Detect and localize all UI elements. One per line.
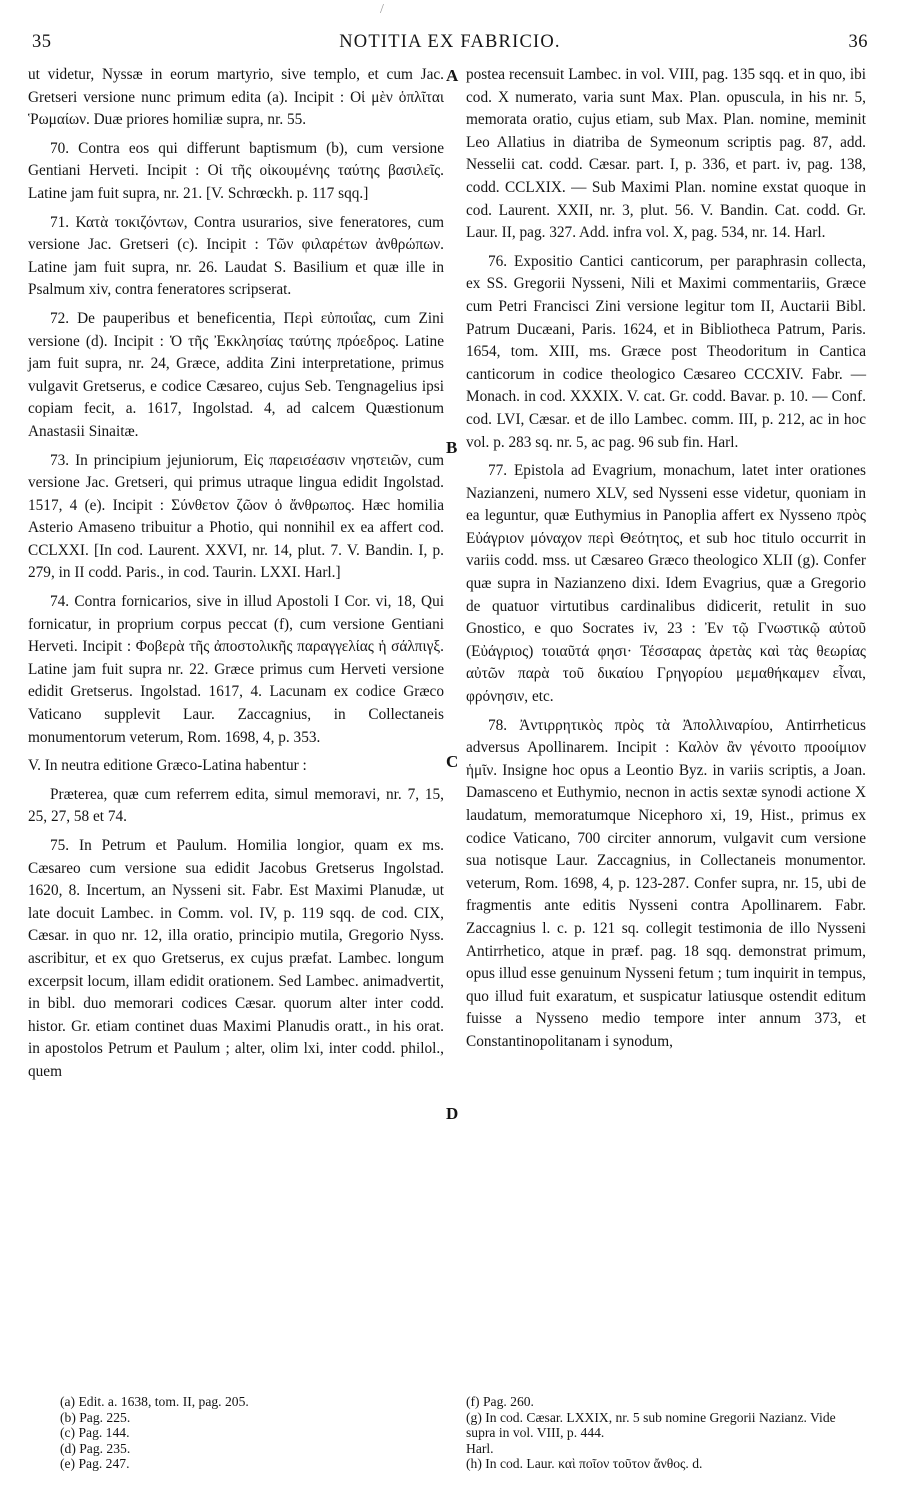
left-paragraph: 70. Contra eos qui differunt baptismum (b), cum versione Gentiani Herveti. Incipit : Οἱ τῆς οἰκουμένης ταύτης βασιλεῖς. Latine jam fuit supra, nr. 21. [V. Schrœckh. p. 117 sqq.] <box>28 139 444 202</box>
page-number-left: 35 <box>32 32 52 52</box>
right-column <box>466 64 866 1054</box>
stray-pencil-mark: / <box>380 2 384 17</box>
right-paragraph: postea recensuit Lambec. in vol. VIII, pag. 135 sqq. et in quo, ibi cod. X numerato, varia sunt Max. Plan. opuscula, in his nr. 5, memorata oratio, cujus etiam, sub Max. Plan. nomine, meminit Leo Allatius in diatriba de Symeonum scriptis pag. 87, add. Nesselii cat. codd. Cæsar. part. I, p. 336, et part. iv, pag. 138, codd. CCLXIX. — Sub Maximi Plan. nomine exstat quoque in cod. Laurent. XXII, nr. 3, plut. 56. V. Bandin. Cat. codd. Gr. Laur. II, pag. 327. Add. infra vol. X, pag. 534, nr. 14. Harl. <box>466 66 866 242</box>
footnote: (c) Pag. 144. <box>60 1425 130 1440</box>
footnotes-right <box>466 1394 866 1472</box>
footnote: (h) In cod. Laur. καὶ ποῖον τοῦτον ἄνθος. d. <box>466 1456 703 1471</box>
footnote: (g) In cod. Cæsar. LXXIX, nr. 5 sub nomine Gregorii Nazianz. Vide supra in vol. VIII, p. 444. <box>466 1409 836 1440</box>
footnotes-left <box>60 1394 420 1472</box>
running-header <box>32 32 868 56</box>
right-paragraph: 77. Epistola ad Evagrium, monachum, latet inter orationes Nazianzeni, numero XLV, sed Nysseni esse videtur, quoniam in ea leguntur, quæ Euthymius in Panoplia affert ex Nysseno πρὸς Εὐάγριον μόναχον περὶ Θεότητος, et sub hoc titulo occurrit in variis codd. mss. ut Cæsareo Græco theologico XLII (g). Confer quæ supra in Nazianzeno dixi. Idem Evagrius, quæ a Gregorio de quatuor virtutibus cardinalibus didicerit, retulit in suo Gnostico, e quo Socrates iv, 23 : Ἐν τῷ Γνωστικῷ αὐτοῦ (Εὐάγριος) τοιαῦτά φησι· Τέσσαρας ἀρετὰς καὶ τὰς θεωρίας αὐτῶν παρὰ τοῦ δικαίου Γρηγορίου μεμαθήκαμεν εἶναι, φρόνησιν, etc. <box>466 462 866 706</box>
footnote: (e) Pag. 247. <box>60 1456 130 1471</box>
right-paragraph: 78. Ἀντιρρητικὸς πρὸς τὰ Ἀπολλιναρίου, Antirrheticus adversus Apollinarem. Incipit : Καλὸν ἂν γένοιτο προοίμιον ἡμῖν. Insigne hoc opus a Leontio Byz. in variis scriptis, a Joan. Damasceno et Euthymio, necnon in actis sextæ synodi actione X laudatum, memoratumque Nicephoro xi, 19, Hist., primus ex codice Vaticano, 700 circiter annorum, vulgavit cum versione sua notisque Laur. Zaccagnius, in Collectaneis monumentor. veterum, Rom. 1698, 4, p. 123-287. Confer supra, nr. 15, ubi de fragmentis ante editis Nysseni contra Apollinarem. Fabr. Zaccagnius l. c. p. 121 sq. collegit testimonia de illo Nysseni Antirrhetico, atque in præf. pag. 18 sqq. demonstrat primum, opus illud esse genuinum Nysseni fetum ; tum inquirit in tempus, quo illud fuit exaratum, et suspicatur latiusque ostendit editum fuisse a Nysseno medio tempore inter annum 373, et Constantinopolitanam i synodum, <box>466 716 866 1050</box>
left-paragraph: 72. De pauperibus et beneficentia, Περὶ εὐποιΐας, cum Zini versione (d). Incipit : Ὁ τῆς Ἐκκλησίας ταύτης πρόεδρος. Latine jam fuit supra, nr. 24, Græce, addita Zini interpretatione, primus vulgavit Gretserus, e codice Cæsareo, cujus Seb. Tengnagelius ipsi copiam fecit, a. 1617, Ingolstad. 4, ad calcem Quæstionum Anastasii Sinaitæ. <box>28 309 444 440</box>
left-paragraph: 71. Κατὰ τοκιζόντων, Contra usurarios, sive feneratores, cum versione Jac. Gretseri (c). Incipit : Τῶν φιλαρέτων ἀνθρώπων. Latine jam fuit supra, nr. 26. Laudat S. Basilium et quæ ille in Psalmum xiv, contra feneratores scripserat. <box>28 213 444 299</box>
margin-marker-d: D <box>446 1104 459 1123</box>
margin-marker-a: A <box>446 66 459 85</box>
page-number-right: 36 <box>848 32 868 52</box>
margin-marker-b: B <box>446 438 458 457</box>
right-paragraph: 76. Expositio Cantici canticorum, per paraphrasin collecta, ex SS. Gregorii Nysseni, Nili et Maximi commentariis, Græce cum Petri Francisci Zini versione legitur tom II, Auctarii Bibl. Patrum Ducæani, Paris. 1624, et in Bibliotheca Patrum, Paris. 1654, tom. XIII, ms. Græce post Theodoritum in Cantica canticorum in codice theologico Cæsareo CCCXIV. Fabr. — Monach. in cod. XXXIX. V. cat. Gr. codd. Bavar. p. 10. — Conf. cod. LVI, Cæsar. et de illo Lambec. comm. III, p. 212, ac in hoc vol. p. 283 sq. nr. 5, ac pag. 96 sub fin. Harl. <box>466 252 866 451</box>
footnote: (a) Edit. a. 1638, tom. II, pag. 205. <box>60 1394 249 1409</box>
section-heading: V. In neutra editione Græco-Latina habentur : <box>28 757 307 775</box>
footnote: (d) Pag. 235. <box>60 1440 131 1456</box>
left-paragraph: 73. In principium jejuniorum, Εἰς παρεισέασιν νηστειῶν, cum versione Jac. Gretseri, qui primus utraque lingua edidit Ingolstad. 1517, 4 (e). Incipit : Σύνθετον ζῶον ὁ ἄνθρωπος. Hæc homilia Asterio Amaseno tribuitur a Photio, qui nonnihil ex ea affert cod. CCLXXI. [In cod. Laurent. XXVI, nr. 14, plut. 7. V. Bandin. I, p. 279, in II codd. Paris., in cod. Taurin. LXXI. Harl.] <box>28 451 444 582</box>
left-paragraph: 75. In Petrum et Paulum. Homilia longior, quam ex ms. Cæsareo cum versione sua edidit Jacobus Gretserus Ingolstad. 1620, 8. Incertum, an Nysseni sit. Fabr. Est Maximi Planudæ, ut late docuit Lambec. in Comm. vol. IV, p. 119 sqq. de cod. CIX, Cæsar. in quo nr. 12, illa oratio, principio mutila, Gregorio Nyss. ascribitur, et ex quo Gretserus, ex cujus præfat. Lambec. longum excerpsit locum, illam edidit orationem. Sed Lambec. animadvertit, in bibl. duo memorari codices Cæsar. quorum alter inter codd. histor. Gr. etiam continet duas Maximi Planudis oratt., in his orat. in apostolos Petrum et Paulum ; alter, olim lxi, inter codd. philol., quem <box>28 837 444 1080</box>
left-paragraph: ut videtur, Nyssæ in eorum martyrio, sive templo, et cum Jac. Gretseri versione nunc primum edita (a). Incipit : Οἱ μὲν ὁπλῖται Ῥωμαίων. Duæ priores homiliæ supra, nr. 55. <box>28 66 444 129</box>
left-column <box>28 64 444 1084</box>
running-title: NOTITIA EX FABRICIO. <box>339 32 561 52</box>
footnote: (b) Pag. 225. <box>60 1409 131 1425</box>
left-paragraph: Præterea, quæ cum referrem edita, simul memoravi, nr. 7, 15, 25, 27, 58 et 74. <box>28 785 444 826</box>
footnote: Harl. <box>466 1440 494 1456</box>
margin-marker-c: C <box>446 752 459 771</box>
footnote: (f) Pag. 260. <box>466 1394 534 1409</box>
left-paragraph: 74. Contra fornicarios, sive in illud Apostoli I Cor. vi, 18, Qui fornicatur, in proprium corpus peccat (f), cum versione Gentiani Herveti. Incipit : Φοβερὰ τῆς ἀποστολικῆς παραγγελίας ἡ σάλπιγξ. Latine jam fuit supra nr. 22. Græce primus cum Herveti versione edidit Gretserus. Ingolstad. 1617, 4. Lacunam ex codice Græco Vaticano supplevit Laur. Zaccagnius, in Collectaneis monumentorum veterum, Rom. 1698, 4, p. 353. <box>28 593 444 746</box>
